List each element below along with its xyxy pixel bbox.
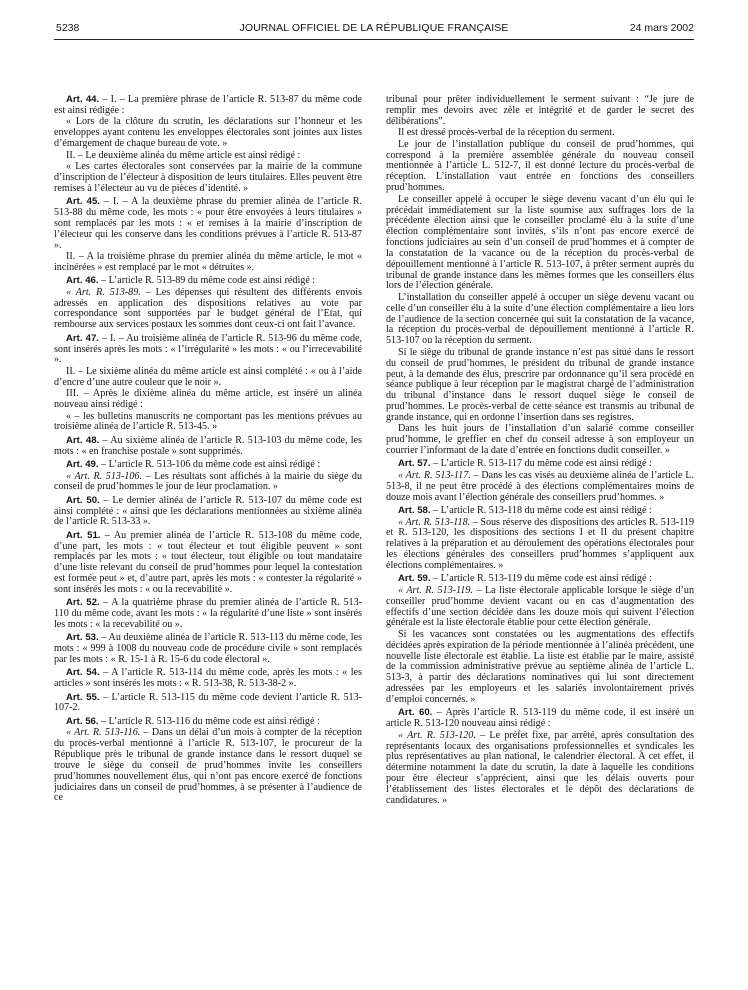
paragraph-text: – L’article R. 513-106 du même code est ainsi rédigé : <box>98 459 321 470</box>
article-paragraph <box>54 436 362 458</box>
text-paragraph <box>54 472 362 494</box>
text-paragraph <box>54 117 362 150</box>
article-paragraph <box>54 668 362 690</box>
text-paragraph <box>386 731 694 807</box>
paragraph-text: Si les vacances sont constatées ou les augmentations des effectifs décidées après expiration de la période mentionnée à l’alinéa précédent, une nouvelle liste électorale est établie. La liste est établie par le maire, assisté de la commission administrative prévue au septième alinéa de l’article L. 513-3, à partir des déclarations nominatives qui lui sont directement adressées par les employeurs et les salariés involontairement privés d’emploi concernés. » <box>386 628 694 705</box>
text-paragraph <box>54 389 362 411</box>
article-label: Art. 47. <box>66 332 99 344</box>
text-paragraph <box>54 367 362 389</box>
article-paragraph <box>54 598 362 631</box>
article-paragraph <box>386 506 694 517</box>
left-column <box>54 95 362 805</box>
paragraph-text: « – les bulletins manuscrits ne comportant pas les mentions prévues au troisième alinéa de l’article R. 513-45. » <box>54 410 362 433</box>
article-label: Art. 54. <box>66 667 100 679</box>
page-header <box>54 22 694 38</box>
text-paragraph <box>54 412 362 434</box>
article-label: Art. 49. <box>66 459 99 470</box>
text-paragraph <box>386 518 694 572</box>
article-paragraph <box>386 459 694 470</box>
journal-title: JOURNAL OFFICIEL DE LA RÉPUBLIQUE FRANÇAISE <box>239 22 509 34</box>
paragraph-text: – I. – La première phrase de l’article R. 513-87 du même code est ainsi rédigée : <box>54 94 362 116</box>
paragraph-text: – Les dépenses qui résultent des différents envois adressés en application des dispositions relatives au vote par correspondance sont supportées par le budget général de l’Etat, qui rembourse aux services postaux les sommes dont ceux-ci ont fait l’avance. <box>54 286 362 331</box>
paragraph-text: II. – Le deuxième alinéa du même article est ainsi rédigé : <box>66 149 301 161</box>
article-paragraph <box>54 531 362 596</box>
text-paragraph <box>386 293 694 347</box>
article-label: Art. 56. <box>66 715 99 727</box>
paragraph-text: – I. – Au troisième alinéa de l’article R. 513-96 du même code, sont insérés après les mots : « l’irrégularité » les mots : « ou l’irrecevabilité ». <box>54 332 362 366</box>
article-paragraph <box>386 708 694 730</box>
article-label: Art. 48. <box>66 434 100 446</box>
article-paragraph <box>54 633 362 666</box>
paragraph-text: – Au sixième alinéa de l’article R. 513-103 du même code, les mots : « en franchise postale » sont supprimés. <box>54 434 362 457</box>
text-paragraph <box>54 728 362 804</box>
paragraph-text: II. – A la troisième phrase du premier alinéa du même article, le mot « incinérées » est remplacé par le mot « détruites ». <box>54 251 362 273</box>
article-reference: « Art. R. 513-117. <box>398 470 471 481</box>
article-paragraph <box>54 460 362 471</box>
article-label: Art. 46. <box>66 275 99 287</box>
paragraph-text: – Les résultats sont affichés à la mairie du siège du conseil de prud’hommes le jour de leur proclamation. » <box>54 470 363 493</box>
text-paragraph <box>386 140 694 194</box>
article-paragraph <box>386 574 694 585</box>
article-paragraph <box>54 693 362 715</box>
paragraph-text: – L’article R. 513-118 du même code est ainsi rédigé : <box>430 505 652 517</box>
text-paragraph <box>54 162 362 195</box>
paragraph-text: – L’article R. 513-89 du même code est ainsi rédigé : <box>98 275 316 287</box>
paragraph-text: – Dans un délai d’un mois à compter de la réception du procès-verbal mentionné à l’article R. 513-107, le procureur de la République près le tribunal de grande instance dans le ressort duquel se trouve le siège du conseil de prud’hommes invite les conseillers prud’hommes nouvellement élus, qui n’ont pas encore exercé de fonctions judiciaires dans un conseil de prud’hommes, à se présenter à l’audience de ce <box>54 727 362 804</box>
article-label: Art. 55. <box>66 691 100 703</box>
paragraph-text: – L’article R. 513-116 du même code est ainsi rédigé : <box>98 715 320 727</box>
paragraph-text: – I. – A la deuxième phrase du premier alinéa de l’article R. 513-88 du même code, les mots : « pour être envoyées à leurs titulaires » sont remplacés par les mots : « et remises à la mairie d’inscription de l’électeur qui les conserve dans les conditions prévues à l’article R. 513-87 ». <box>54 196 362 251</box>
paragraph-text: – Au deuxième alinéa de l’article R. 513-113 du même code, les mots : « 999 à 1008 du nouveau code de procédure civile » sont remplacés par les mots : « R. 15-1 à R. 15-6 du code électoral ». <box>54 632 362 666</box>
article-reference: « Art. R. 513-119. <box>398 584 473 596</box>
article-reference: « Art. R. 513-116. <box>66 727 141 739</box>
article-label: Art. 53. <box>66 632 99 644</box>
paragraph-text: – Le dernier alinéa de l’article R. 513-107 du même code est ainsi complété : « ainsi que les déclarations mentionnées au sixième alinéa de l’article R. 513-33 ». <box>54 494 362 528</box>
article-label: Art. 44. <box>66 94 100 105</box>
article-label: Art. 52. <box>66 597 100 609</box>
text-paragraph <box>386 195 694 293</box>
right-column <box>386 95 694 807</box>
article-paragraph <box>54 334 362 367</box>
text-paragraph <box>386 586 694 629</box>
paragraph-text: Le jour de l’installation publique du conseil de prud’hommes, qui correspond à la première assemblée générale du nouveau conseil mentionnée à l’article L. 512-7, il est donné lecture du procès-verbal de réception. L’installation vaut entrée en fonctions des conseillers prud’hommes. <box>386 138 694 194</box>
paragraph-text: L’installation du conseiller appelé à occuper un siège devenu vacant ou celle d’un conseiller élu à la suite d’une élection complémentaire a lieu lors de l’audience de la section concernée qui suit la constatation de la vacance, la réception du procès-verbal de dépouillement mentionné à l’article R. 513-107 ou la réception du serment. <box>386 291 694 347</box>
article-reference: « Art. R. 513-106. <box>66 470 142 482</box>
issue-date: 24 mars 2002 <box>629 22 694 34</box>
article-label: Art. 59. <box>398 573 431 585</box>
article-paragraph <box>54 276 362 287</box>
text-paragraph <box>54 288 362 331</box>
paragraph-text: – L’article R. 513-117 du même code est ainsi rédigé : <box>430 458 652 470</box>
paragraph-text: III. – Après le dixième alinéa du même article, est inséré un alinéa nouveau ainsi rédigé : <box>54 388 362 411</box>
paragraph-text: « Les cartes électorales sont conservées par la mairie de la commune d’inscription de l’électeur à disposition de leurs titulaires. Elles peuvent être remises à l’électeur au vu de pièces d’identité. » <box>54 161 362 194</box>
paragraph-text: – La liste électorale applicable lorsque le siège d’un conseiller prud’homme devient vacant ou en cas d’augmentation des effectifs d’une section décidée dans les douze mois qui suivent l’élection générale est la liste électorale établie pour cette élection générale. <box>386 584 694 629</box>
paragraph-text: Il est dressé procès-verbal de la réception du serment. <box>398 127 615 139</box>
article-label: Art. 57. <box>398 458 431 470</box>
paragraph-text: – Après l’article R. 513-119 du même code, il est inséré un article R. 513-120 nouveau ainsi rédigé : <box>386 707 694 730</box>
paragraph-text: – A l’article R. 513-114 du même code, après les mots : « les articles » sont insérés les mots : « R. 513-38, R. 513-38-2 ». <box>54 667 362 690</box>
article-reference: « Art. R. 513-120. <box>398 729 476 741</box>
paragraph-text: « Lors de la clôture du scrutin, les déclarations sur l’honneur et les enveloppes ayant contenu les enveloppes électorales sont jointes aux listes d’émargement de chaque bureau de vote. » <box>54 116 362 150</box>
text-paragraph <box>386 630 694 706</box>
paragraph-text: – Sous réserve des dispositions des articles R. 513-119 et R. 513-120, les dispositions des sections I et II du présent chapitre relatives à la préparation et au déroulement des opérations électorales pour les élections générales des conseillers prud’hommes s’appliquent aux élections complémentaires. » <box>386 516 694 571</box>
article-reference: « Art. R. 513-89. <box>66 286 141 298</box>
paragraph-text: – Le préfet fixe, par arrêté, après consultation des représentants locaux des organisations professionnelles et syndicales les plus représentatives au plan national, le calendrier électoral. A cet effet, il détermine notamment la date du scrutin, la date à laquelle les conditions pour être électeur s’apprécient, ainsi que les délais ouverts pour l’établissement des listes électorales et le dépôt des déclarations de candidatures. » <box>386 729 695 806</box>
header-rule <box>54 39 694 40</box>
text-paragraph <box>386 95 694 128</box>
paragraph-text: tribunal pour prêter individuellement le serment suivant : “Je jure de remplir mes devoirs avec zèle et intégrité et de garder le secret des délibérations”. <box>386 94 694 127</box>
article-label: Art. 51. <box>66 529 101 541</box>
text-paragraph <box>386 348 694 424</box>
article-label: Art. 58. <box>398 505 431 517</box>
article-paragraph <box>54 197 362 251</box>
article-reference: « Art. R. 513-118. <box>398 516 471 528</box>
text-paragraph <box>386 471 694 504</box>
paragraph-text: – Dans les cas visés au deuxième alinéa de l’article L. 513-8, il ne peut être procédé à des élections complémentaires moins de douze mois avant l’élection générale des conseillers prud’hommes. » <box>386 470 694 503</box>
paragraph-text: Dans les huit jours de l’installation d’un salarié comme conseiller prud’homme, le greffier en chef du conseil adresse à son employeur un courrier l’informant de la date d’entrée en fonctions dudit conseiller. » <box>386 423 694 457</box>
paragraph-text: – L’article R. 513-119 du même code est ainsi rédigé : <box>430 573 652 585</box>
paragraph-text: Le conseiller appelé à occuper le siège devenu vacant d’un élu qui le précédait immédiatement sur la liste soumise aux suffrages lors de la précédente élection ainsi que le conseiller proclamé élu à la suite d’une élection complémentaire sont invités, s’ils n’ont pas encore exercé de fonctions judiciaires au sein d’un conseil de prud’hommes et à compter de la constatation de la vacance ou de la réception du procès-verbal de dépouillement mentionné à l’article R. 513-107, à prêter serment auprès du tribunal de grande instance dans les mêmes formes que les conseillers élus lors de l’élection générale. <box>386 193 694 292</box>
paragraph-text: – A la quatrième phrase du premier alinéa de l’article R. 513-110 du même code, avant les mots : « la régularité d’une liste » sont insérés les mots : « la recevabilité ou ». <box>54 597 362 630</box>
article-label: Art. 45. <box>66 196 100 208</box>
text-paragraph <box>54 151 362 162</box>
article-label: Art. 60. <box>398 707 433 719</box>
article-paragraph <box>54 496 362 529</box>
paragraph-text: Si le siège du tribunal de grande instance n’est pas situé dans le ressort du conseil de prud’hommes, le président du tribunal de grande instance peut, à la demande des élus, prescrire par ordonnance qu’il sera procédé en séance publique à leur réception par le magistrat chargé de l’administration du tribunal d’instance dans le ressort duquel siège le conseil de prud’hommes. Le procès-verbal de cette séance est transmis au tribunal de grande instance, qui en ordonne l’insertion dans ses registres. <box>386 346 694 423</box>
text-paragraph <box>54 252 362 274</box>
page-number: 5238 <box>56 22 80 34</box>
paragraph-text: – Au premier alinéa de l’article R. 513-108 du même code, d’une part, les mots : « tout électeur et tout éligible peuvent » sont remplacés par les mots : « tout électeur, tout éligible ou tout mandataire d’une liste relevant du conseil de prud’hommes pour lequel la contestation est formée peut » et, d’autre part, après les mots : « contester la régularité » sont insérés les mots : « ou la recevabilité ». <box>54 529 362 595</box>
article-paragraph <box>54 95 362 117</box>
article-label: Art. 50. <box>66 494 100 506</box>
article-paragraph <box>54 717 362 728</box>
paragraph-text: – L’article R. 513-115 du même code devient l’article R. 513-107-2. <box>54 691 362 714</box>
paragraph-text: II. – Le sixième alinéa du même article est ainsi complété : « ou à l’aide d’encre d’une autre couleur que le noir ». <box>54 365 362 388</box>
text-paragraph <box>386 424 694 457</box>
text-paragraph <box>386 128 694 139</box>
